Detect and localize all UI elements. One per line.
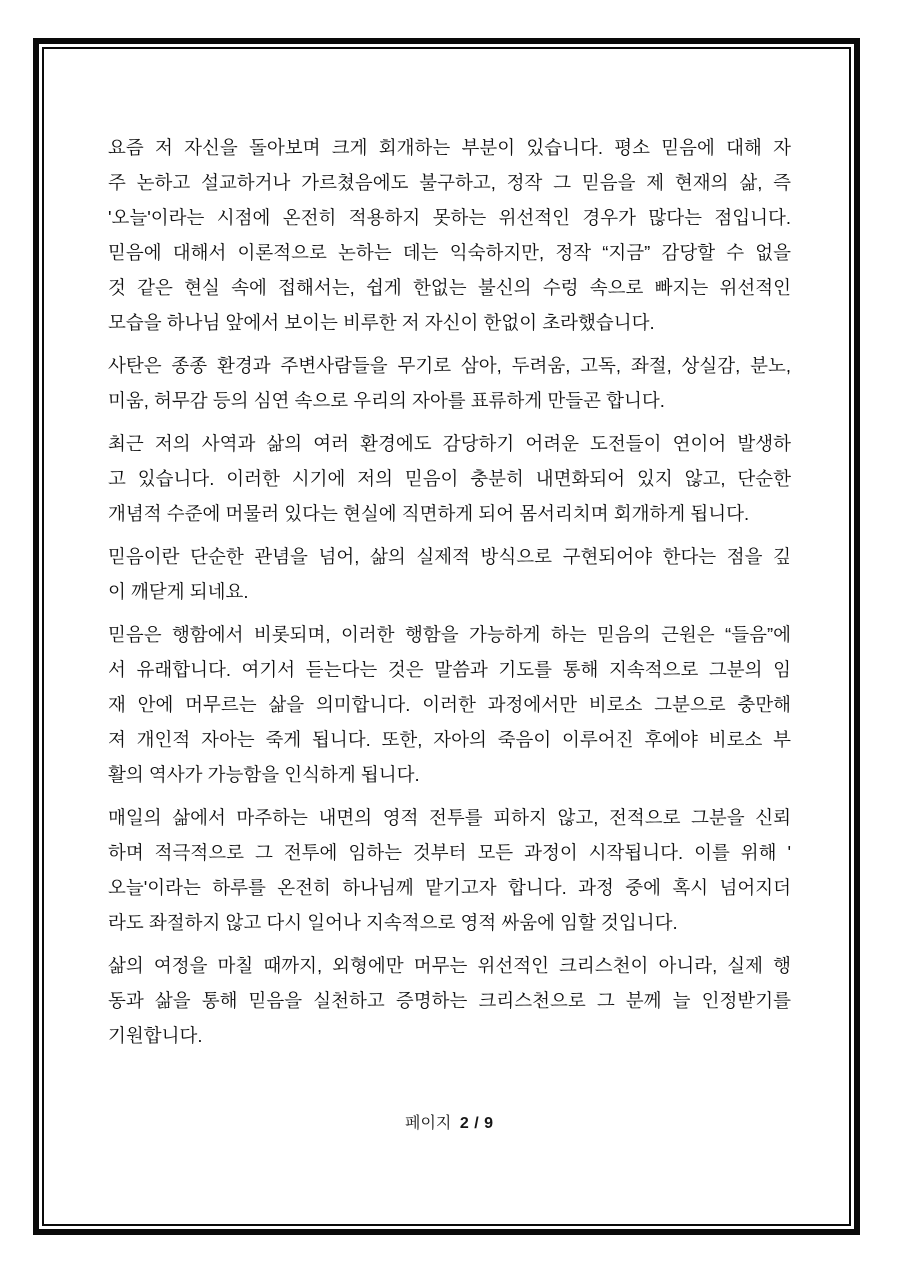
text-line: 오늘'이라는 하루를 온전히 하나님께 맡기고자 합니다. 과정 중에 혹시 넘어지더 [108, 877, 791, 898]
text-line: 미움, 허무감 등의 심연 속으로 우리의 자아를 표류하게 만들곤 합니다. [108, 390, 665, 411]
page-footer-label: 페이지 [405, 1115, 452, 1132]
page-number-total: 9 [484, 1115, 494, 1132]
text-line: 기원합니다. [108, 1025, 203, 1046]
text-line: 믿음이란 단순한 관념을 넘어, 삶의 실제적 방식으로 구현되어야 한다는 점을 깊 [108, 546, 791, 567]
text-line: 믿음은 행함에서 비롯되며, 이러한 행함을 가능하게 하는 믿음의 근원은 “들음”에 [108, 624, 791, 645]
text-line: 사탄은 종종 환경과 주변사람들을 무기로 삼아, 두려움, 고독, 좌절, 상실감, 분노, [108, 355, 791, 376]
text-line: 최근 저의 사역과 삶의 여러 환경에도 감당하기 어려운 도전들이 연이어 발생하 [108, 433, 791, 454]
text-line: 하며 적극적으로 그 전투에 임하는 것부터 모든 과정이 시작됩니다. 이를 위해 ' [108, 842, 791, 863]
text-line: 모습을 하나님 앞에서 보이는 비루한 저 자신이 한없이 초라했습니다. [108, 312, 655, 333]
paragraph [108, 800, 791, 940]
text-line: 삶의 여정을 마칠 때까지, 외형에만 머무는 위선적인 크리스천이 아니라, 실제 행 [108, 955, 791, 976]
text-line: 고 있습니다. 이러한 시기에 저의 믿음이 충분히 내면화되어 있지 않고, 단순한 [108, 468, 791, 489]
paragraph [108, 617, 791, 792]
text-line: 동과 삶을 통해 믿음을 실천하고 증명하는 크리스천으로 그 분께 늘 인정받기를 [108, 990, 791, 1011]
text-line: 매일의 삶에서 마주하는 내면의 영적 전투를 피하지 않고, 전적으로 그분을 신뢰 [108, 807, 791, 828]
text-line: 라도 좌절하지 않고 다시 일어나 지속적으로 영적 싸움에 임할 것입니다. [108, 912, 678, 933]
text-line: 져 개인적 자아는 죽게 됩니다. 또한, 자아의 죽음이 이루어진 후에야 비로소 부 [108, 729, 791, 750]
paragraph [108, 130, 791, 340]
text-line: '오늘'이라는 시점에 온전히 적용하지 못하는 위선적인 경우가 많다는 점입니다. [108, 207, 791, 228]
page-number-separator: / [474, 1115, 480, 1132]
text-line: 요즘 저 자신을 돌아보며 크게 회개하는 부분이 있습니다. 평소 믿음에 대해 자 [108, 137, 791, 158]
text-line: 활의 역사가 가능함을 인식하게 됩니다. [108, 764, 420, 785]
paragraph [108, 426, 791, 531]
text-line: 주 논하고 설교하거나 가르쳤음에도 불구하고, 정작 그 믿음을 제 현재의 삶, 즉 [108, 172, 791, 193]
paragraph [108, 539, 791, 609]
text-line: 개념적 수준에 머물러 있다는 현실에 직면하게 되어 몸서리치며 회개하게 됩니다. [108, 503, 750, 524]
text-line: 것 같은 현실 속에 접해서는, 쉽게 한없는 불신의 수렁 속으로 빠지는 위선적인 [108, 277, 791, 298]
text-line: 믿음에 대해서 이론적으로 논하는 데는 익숙하지만, 정작 “지금” 감당할 수 없을 [108, 242, 791, 263]
document-body [108, 130, 791, 1061]
text-line: 이 깨닫게 되네요. [108, 581, 249, 602]
page-number-current: 2 [459, 1115, 470, 1132]
paragraph [108, 948, 791, 1053]
text-line: 서 유래합니다. 여기서 듣는다는 것은 말씀과 기도를 통해 지속적으로 그분의 임 [108, 659, 791, 680]
paragraph [108, 348, 791, 418]
text-line: 재 안에 머무르는 삶을 의미합니다. 이러한 과정에서만 비로소 그분으로 충만해 [108, 694, 791, 715]
page-footer [108, 1112, 791, 1136]
